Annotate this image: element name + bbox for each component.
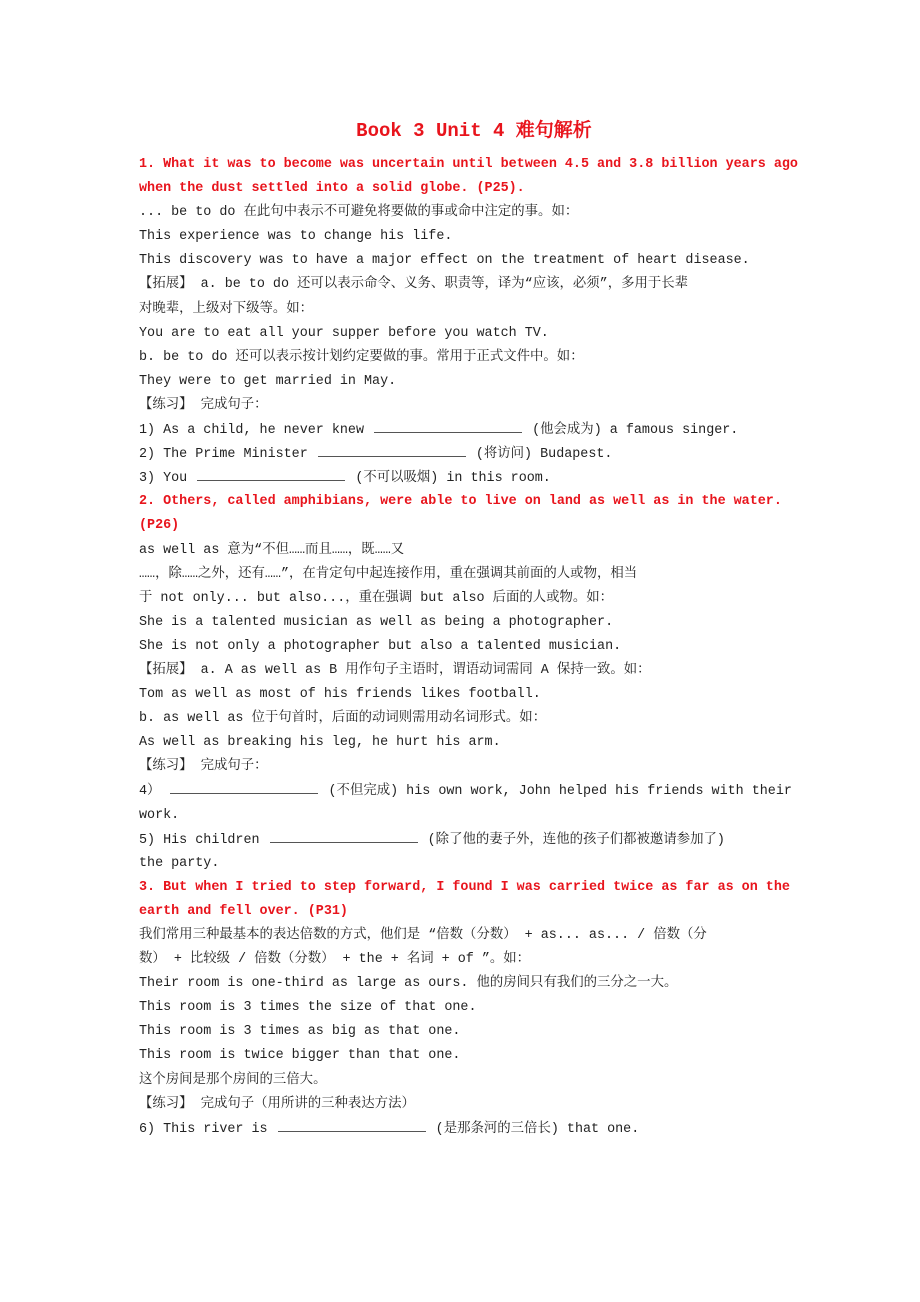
sentence-heading: 1. What it was to become was uncertain until between 4.5 and 3.8 billion years ago <box>139 157 798 172</box>
exercise-line <box>139 418 809 442</box>
text-line: This discovery was to have a major effect on the treatment of heart disease. <box>139 253 750 269</box>
sentence-heading: 2. Others, called amphibians, were able to live on land as well as in the water. <box>139 494 782 510</box>
text-line: 【拓展】 a. be to do 还可以表示命令、义务、职责等，译为“应该，必须”，多用于长辈 <box>139 277 689 293</box>
text-line: They were to get married in May. <box>139 373 397 389</box>
sentence-heading: 3. But when I tried to step forward, I found I was carried twice as far as on the <box>139 879 790 895</box>
exercise-hint: (不但完成) his own work, John helped his friends with their <box>328 784 792 800</box>
text-line: 我们常用三种最基本的表达倍数的方式，他们是 “倍数（分数） + as... as... / 倍数（分 <box>139 928 707 943</box>
exercise-hint: (除了他的妻子外，连他的孩子们都被邀请参加了) <box>427 832 725 848</box>
answer-blank[interactable] <box>374 418 522 433</box>
text-line: the party. <box>139 855 220 871</box>
answer-blank[interactable] <box>278 1117 426 1132</box>
text-line: She is not only a photographer but also a talented musician. <box>139 638 622 654</box>
exercise-line <box>139 779 809 803</box>
sentence-heading: earth and fell over. (P31) <box>139 903 348 919</box>
exercise-prompt: 5) His children <box>139 832 260 848</box>
text-line: work. <box>139 807 180 823</box>
text-line: as well as 意为“不但……而且……，既……又 <box>139 542 405 558</box>
sentence-heading: (P26) <box>139 518 180 534</box>
exercise-line <box>139 828 809 852</box>
answer-blank[interactable] <box>197 466 345 481</box>
text-line: ……，除……之外，还有……”，在肯定句中起连接作用，重在强调其前面的人或物，相当 <box>139 566 638 582</box>
text-line: 于 not only... but also...，重在强调 but also 后面的人或物。如： <box>139 590 614 606</box>
text-line: Their room is one-third as large as ours. 他的房间只有我们的三分之一大。 <box>139 976 678 992</box>
exercise-prompt: 4） <box>139 784 169 800</box>
text-line: You are to eat all your supper before you watch TV. <box>139 325 549 341</box>
exercise-prompt: 6) This river is <box>139 1121 268 1137</box>
text-line: This room is twice bigger than that one. <box>139 1048 461 1064</box>
answer-blank[interactable] <box>170 779 318 794</box>
text-line: b. be to do 还可以表示按计划约定要做的事。常用于正式文件中。如： <box>139 349 584 365</box>
text-line: b. as well as 位于句首时，后面的动词则需用动名词形式。如： <box>139 711 547 727</box>
document-body <box>139 153 809 1141</box>
text-line: This room is 3 times as big as that one. <box>139 1024 461 1040</box>
exercise-hint: (不可以吸烟) in this room. <box>355 471 551 487</box>
text-line: 这个房间是那个房间的三倍大。 <box>139 1072 327 1088</box>
exercise-prompt: 3) You <box>139 471 188 487</box>
text-line: 数） + 比较级 / 倍数（分数） + the + 名词 + of ”。如： <box>139 952 531 968</box>
text-line: 【拓展】 a. A as well as B 用作句子主语时，谓语动词需同 A 保持一致。如： <box>139 662 651 678</box>
exercise-prompt: 2) The Prime Minister <box>139 447 308 463</box>
exercise-prompt: 1) As a child, he never knew <box>139 423 364 439</box>
text-line: Tom as well as most of his friends likes football. <box>139 687 541 703</box>
exercise-hint: (是那条河的三倍长) that one. <box>435 1121 640 1137</box>
answer-blank[interactable] <box>270 828 418 843</box>
text-line: This experience was to change his life. <box>139 229 453 245</box>
page-title: Book 3 Unit 4 难句解析 <box>356 120 592 142</box>
sentence-heading: when the dust settled into a solid globe. (P25). <box>139 181 525 197</box>
answer-blank[interactable] <box>318 442 466 457</box>
exercise-line <box>139 466 809 490</box>
text-line: This room is 3 times the size of that one. <box>139 1000 477 1016</box>
text-line: ... be to do 在此句中表示不可避免将要做的事或命中注定的事。如： <box>139 205 579 221</box>
document-page <box>139 118 809 1141</box>
exercise-line <box>139 1117 809 1141</box>
text-line: 【练习】 完成句子（用所讲的三种表达方法） <box>139 1096 415 1112</box>
exercise-hint: (他会成为) a famous singer. <box>532 423 739 439</box>
text-line: As well as breaking his leg, he hurt his arm. <box>139 735 501 751</box>
text-line: 【练习】 完成句子： <box>139 759 268 775</box>
text-line: She is a talented musician as well as being a photographer. <box>139 614 614 630</box>
text-line: 对晚辈，上级对下级等。如： <box>139 301 314 317</box>
exercise-hint: (将访问) Budapest. <box>475 447 613 463</box>
exercise-line <box>139 442 809 466</box>
text-line: 【练习】 完成句子： <box>139 397 268 413</box>
